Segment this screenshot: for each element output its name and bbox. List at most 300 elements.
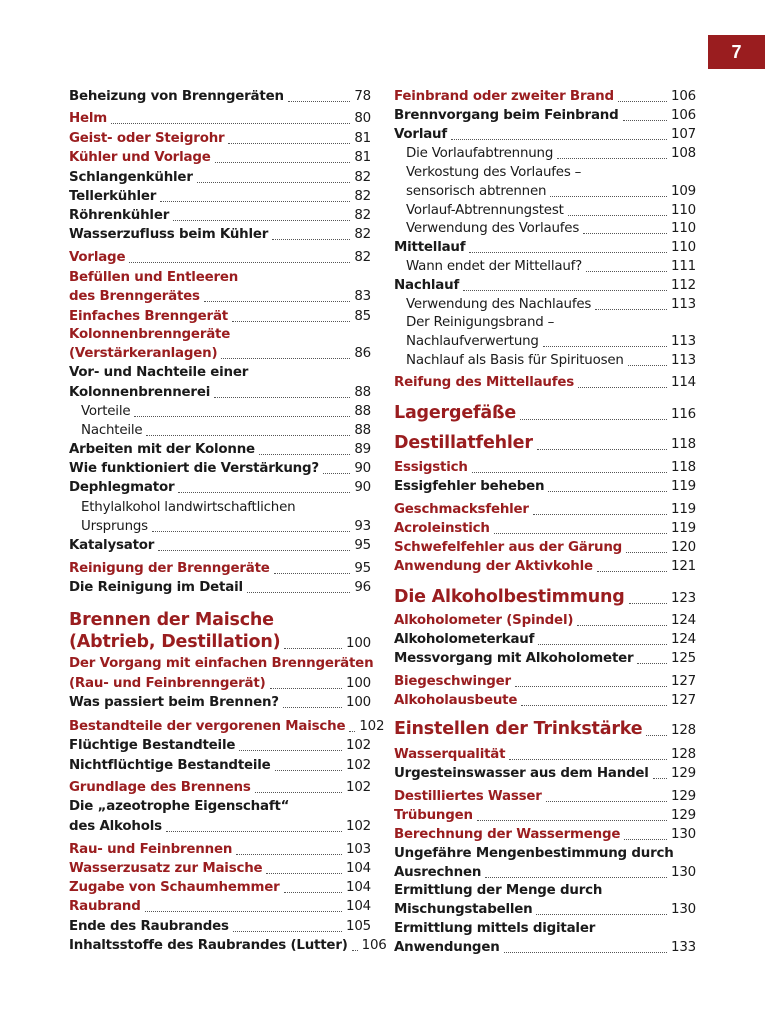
toc-entry-title: Flüchtige Bestandteile <box>69 738 236 753</box>
toc-entry-title: Schwefelfehler aus der Gärung <box>394 540 623 555</box>
toc-entry <box>69 716 385 736</box>
toc-entry-title: Die Reinigung im Detail <box>69 580 243 595</box>
toc-entry-page: 106 <box>361 938 387 953</box>
toc-entry <box>69 516 371 536</box>
toc-entry-page: 103 <box>346 842 371 857</box>
toc-entry-page: 129 <box>671 766 696 781</box>
toc-entry-page: 83 <box>354 289 371 304</box>
toc-entry-title: Brennvorgang beim Feinbrand <box>394 108 619 123</box>
toc-entry <box>69 839 371 859</box>
toc-entry-page: 111 <box>671 259 696 274</box>
toc-entry-page: 82 <box>354 208 371 223</box>
toc-entry <box>394 457 696 477</box>
toc-entry-page: 100 <box>346 676 371 691</box>
dot-leader <box>546 800 667 802</box>
toc-entry-page: 102 <box>346 819 371 834</box>
toc-entry <box>394 312 696 332</box>
dot-leader <box>197 181 351 183</box>
toc-entry-page: 81 <box>354 150 371 165</box>
toc-entry-title: Lagergefäße <box>394 403 517 423</box>
toc-entry <box>69 577 371 597</box>
toc-entry-title: Berechnung der Wassermenge <box>394 827 621 842</box>
dot-leader <box>236 853 342 855</box>
toc-entry <box>69 382 371 402</box>
toc-entry <box>394 256 696 276</box>
toc-entry-page: 82 <box>354 189 371 204</box>
toc-entry-title: Grundlage des Brennens <box>69 780 251 795</box>
toc-entry <box>394 124 696 144</box>
dot-leader <box>266 872 342 874</box>
toc-entry-page: 80 <box>354 111 371 126</box>
toc-entry-page: 88 <box>354 385 371 400</box>
toc-entry-page: 96 <box>354 580 371 595</box>
toc-entry-title: Röhrenkühler <box>69 208 170 223</box>
toc-entry-page: 108 <box>671 146 696 161</box>
toc-entry-page: 127 <box>671 693 696 708</box>
toc-entry <box>69 401 371 421</box>
toc-entry <box>394 556 696 576</box>
dot-leader <box>158 549 350 551</box>
toc-entry-page: 95 <box>354 538 371 553</box>
dot-leader <box>538 643 667 645</box>
toc-entry <box>394 763 696 783</box>
toc-entry-page: 110 <box>671 240 696 255</box>
toc-entry <box>394 648 696 668</box>
dot-leader <box>323 472 350 474</box>
toc-entry <box>69 247 371 267</box>
toc-entry-title: Ursprungs <box>81 519 148 534</box>
toc-entry <box>69 916 371 936</box>
dot-leader <box>628 364 667 366</box>
toc-entry <box>394 143 696 163</box>
toc-entry-title: Ungefähre Mengenbestimmung durch <box>394 846 674 861</box>
toc-entry-page: 89 <box>354 442 371 457</box>
toc-entry-page: 104 <box>346 899 371 914</box>
dot-leader <box>129 261 350 263</box>
dot-leader <box>152 530 350 532</box>
dot-leader <box>521 704 667 706</box>
dot-leader <box>509 758 667 760</box>
toc-entry-title: Vor- und Nachteile einer <box>69 365 249 380</box>
toc-entry <box>394 294 696 314</box>
toc-entry-page: 119 <box>671 521 696 536</box>
toc-entry-title: Wie funktioniert die Verstärkung? <box>69 461 319 476</box>
toc-entry-page: 112 <box>671 278 696 293</box>
toc-entry-title: Verkostung des Vorlaufes – <box>406 165 582 180</box>
dot-leader <box>160 200 350 202</box>
toc-entry <box>69 673 371 693</box>
dot-leader <box>618 100 667 102</box>
toc-entry <box>394 275 696 295</box>
toc-entry-page: 102 <box>346 780 371 795</box>
toc-entry-title: Der Vorgang mit einfachen Brenngeräten <box>69 656 374 671</box>
dot-leader <box>352 949 358 951</box>
toc-entry <box>394 937 696 957</box>
toc-entry-title: Die Alkoholbestimmung <box>394 587 625 607</box>
toc-entry-title: Vorteile <box>81 404 131 419</box>
toc-entry-title: Zugabe von Schaumhemmer <box>69 880 280 895</box>
dot-leader <box>548 490 667 492</box>
dot-leader <box>270 687 343 689</box>
toc-entry <box>69 816 371 836</box>
toc-entry-page: 124 <box>671 632 696 647</box>
toc-entry-title: Geist- oder Steigrohr <box>69 131 225 146</box>
toc-entry-title: Dephlegmator <box>69 480 175 495</box>
toc-entry-page: 123 <box>671 591 696 606</box>
toc-entry-page: 107 <box>671 127 696 142</box>
toc-entry-title: Urgesteinswasser aus dem Handel <box>394 766 649 781</box>
toc-entry-page: 104 <box>346 861 371 876</box>
toc-entry <box>394 690 696 710</box>
toc-entry <box>69 877 371 897</box>
toc-entry-title: Helm <box>69 111 108 126</box>
toc-entry <box>69 777 371 797</box>
toc-entry <box>394 716 696 740</box>
toc-entry-title: Vorlauf <box>394 127 448 142</box>
toc-entry <box>69 629 371 653</box>
toc-entry <box>69 558 371 578</box>
toc-entry <box>394 518 696 538</box>
toc-entry-title: Nachteile <box>81 423 143 438</box>
toc-entry <box>394 476 696 496</box>
toc-entry-title: Kolonnenbrenngeräte <box>69 327 231 342</box>
toc-entry-page: 130 <box>671 902 696 917</box>
toc-entry-title: Brennen der Maische <box>69 610 274 630</box>
toc-entry <box>69 858 371 878</box>
toc-entry <box>394 805 696 825</box>
toc-entry-page: 86 <box>354 346 371 361</box>
dot-leader <box>178 491 350 493</box>
toc-entry-title: Mittellauf <box>394 240 466 255</box>
dot-leader <box>214 396 350 398</box>
dot-leader <box>597 570 667 572</box>
toc-entry-title: des Alkohols <box>69 819 162 834</box>
toc-entry <box>394 899 696 919</box>
toc-entry <box>69 205 371 225</box>
toc-entry <box>394 584 696 608</box>
toc-entry <box>394 629 696 649</box>
toc-entry <box>69 692 371 712</box>
toc-entry-title: Der Reinigungsbrand – <box>406 315 555 330</box>
toc-entry-page: 105 <box>346 919 371 934</box>
dot-leader <box>550 195 667 197</box>
dot-leader <box>349 730 355 732</box>
toc-entry <box>394 162 696 182</box>
toc-entry <box>69 267 371 287</box>
toc-entry <box>69 458 371 478</box>
toc-entry-title: Rau- und Feinbrennen <box>69 842 233 857</box>
toc-entry <box>69 128 371 148</box>
dot-leader <box>173 219 350 221</box>
toc-entry <box>394 610 696 630</box>
dot-leader <box>204 300 351 302</box>
toc-entry-title: Beheizung von Brenngeräten <box>69 89 284 104</box>
dot-leader <box>239 749 342 751</box>
toc-entry-page: 119 <box>671 502 696 517</box>
dot-leader <box>623 119 668 121</box>
dot-leader <box>463 289 667 291</box>
toc-entry-title: (Rau- und Feinbrenngerät) <box>69 676 266 691</box>
toc-entry-page: 121 <box>671 559 696 574</box>
dot-leader <box>283 706 342 708</box>
toc-entry-page: 95 <box>354 561 371 576</box>
toc-entry <box>69 324 371 344</box>
toc-entry <box>394 786 696 806</box>
toc-entry <box>69 306 371 326</box>
dot-leader <box>515 685 667 687</box>
toc-entry-page: 125 <box>671 651 696 666</box>
toc-entry-title: Ermittlung der Menge durch <box>394 883 603 898</box>
toc-entry-page: 113 <box>671 297 696 312</box>
toc-entry-title: Nachlaufverwertung <box>406 334 539 349</box>
toc-entry-title: Verwendung des Nachlaufes <box>406 297 592 312</box>
toc-entry-title: Reinigung der Brenngeräte <box>69 561 270 576</box>
toc-entry-title: Vorlage <box>69 250 126 265</box>
toc-entry-title: Schlangenkühler <box>69 170 193 185</box>
dot-leader <box>557 157 667 159</box>
dot-leader <box>646 734 667 736</box>
toc-entry-page: 120 <box>671 540 696 555</box>
toc-entry <box>69 86 371 106</box>
toc-entry-page: 85 <box>354 309 371 324</box>
toc-entry-page: 118 <box>671 437 696 452</box>
dot-leader <box>247 591 350 593</box>
toc-entry-title: Wasserzusatz zur Maische <box>69 861 263 876</box>
toc-entry-title: Was passiert beim Brennen? <box>69 695 279 710</box>
dot-leader <box>451 138 667 140</box>
toc-entry <box>394 200 696 220</box>
toc-entry-title: Befüllen und Entleeren <box>69 270 239 285</box>
toc-entry-title: Alkoholausbeute <box>394 693 518 708</box>
dot-leader <box>275 769 342 771</box>
toc-entry-page: 90 <box>354 461 371 476</box>
toc-entry <box>394 400 696 424</box>
toc-entry <box>69 935 387 955</box>
dot-leader <box>228 142 350 144</box>
toc-entry-page: 118 <box>671 460 696 475</box>
dot-leader <box>629 602 667 604</box>
toc-entry <box>394 918 696 938</box>
toc-entry-title: Reifung des Mittellaufes <box>394 375 575 390</box>
toc-entry <box>69 439 371 459</box>
toc-entry-page: 110 <box>671 203 696 218</box>
dot-leader <box>255 791 342 793</box>
toc-entry <box>69 755 371 775</box>
toc-entry-title: Kühler und Vorlage <box>69 150 211 165</box>
toc-entry-title: Destillatfehler <box>394 433 533 453</box>
dot-leader <box>221 357 350 359</box>
toc-entry-page: 82 <box>354 170 371 185</box>
dot-leader <box>537 448 667 450</box>
toc-entry <box>69 607 371 631</box>
dot-leader <box>568 214 667 216</box>
toc-entry-page: 82 <box>354 250 371 265</box>
toc-entry-title: Feinbrand oder zweiter Brand <box>394 89 614 104</box>
toc-entry <box>69 653 374 673</box>
dot-leader <box>583 232 667 234</box>
toc-entry <box>394 843 696 863</box>
dot-leader <box>533 513 667 515</box>
dot-leader <box>274 572 351 574</box>
toc-entry-title: Verwendung des Vorlaufes <box>406 221 580 236</box>
toc-entry-page: 100 <box>346 695 371 710</box>
dot-leader <box>543 345 667 347</box>
toc-entry-title: Raubrand <box>69 899 141 914</box>
toc-entry-title: Inhaltsstoffe des Raubrandes (Lutter) <box>69 938 348 953</box>
dot-leader <box>485 876 667 878</box>
dot-leader <box>595 308 667 310</box>
toc-entry-title: sensorisch abtrennen <box>406 184 547 199</box>
dot-leader <box>578 386 667 388</box>
toc-entry <box>69 477 371 497</box>
toc-entry-page: 104 <box>346 880 371 895</box>
toc-entry <box>69 286 371 306</box>
toc-entry-page: 127 <box>671 674 696 689</box>
toc-entry <box>69 896 371 916</box>
toc-entry <box>69 735 371 755</box>
toc-entry-page: 82 <box>354 227 371 242</box>
toc-entry <box>69 167 371 187</box>
dot-leader <box>134 415 350 417</box>
toc-entry-page: 90 <box>354 480 371 495</box>
toc-entry-title: Trübungen <box>394 808 473 823</box>
toc-entry <box>394 744 696 764</box>
toc-entry-title: Nachlauf <box>394 278 460 293</box>
toc-entry-title: Mischungstabellen <box>394 902 533 917</box>
toc-entry-title: Die Vorlaufabtrennung <box>406 146 554 161</box>
toc-entry-title: Anwendungen <box>394 940 500 955</box>
dot-leader <box>626 551 667 553</box>
toc-entry-page: 114 <box>671 375 696 390</box>
toc-entry <box>394 218 696 238</box>
toc-entry-title: Die „azeotrophe Eigenschaft“ <box>69 799 290 814</box>
toc-entry <box>394 862 696 882</box>
toc-entry-title: Ende des Raubrandes <box>69 919 229 934</box>
toc-entry-page: 116 <box>671 407 696 422</box>
toc-entry <box>69 343 371 363</box>
toc-entry <box>69 147 371 167</box>
dot-leader <box>477 819 667 821</box>
dot-leader <box>536 913 667 915</box>
toc-entry-page: 102 <box>359 719 385 734</box>
toc-entry <box>394 671 696 691</box>
dot-leader <box>259 453 350 455</box>
toc-entry-page: 110 <box>671 221 696 236</box>
toc-entry-page: 119 <box>671 479 696 494</box>
toc-entry-page: 124 <box>671 613 696 628</box>
toc-entry <box>394 430 696 454</box>
dot-leader <box>494 532 667 534</box>
toc-entry-title: Arbeiten mit der Kolonne <box>69 442 255 457</box>
dot-leader <box>111 122 350 124</box>
toc-entry-page: 78 <box>354 89 371 104</box>
dot-leader <box>284 891 342 893</box>
toc-entry-title: Nachlauf als Basis für Spirituosen <box>406 353 624 368</box>
toc-entry-title: Wasserqualität <box>394 747 506 762</box>
toc-entry-page: 106 <box>671 89 696 104</box>
dot-leader <box>504 951 667 953</box>
dot-leader <box>146 434 350 436</box>
toc-entry <box>394 824 696 844</box>
toc-entry-title: Bestandteile der vergorenen Maische <box>69 719 346 734</box>
toc-entry-title: Nichtflüchtige Bestandteile <box>69 758 271 773</box>
toc-entry-title: Ethylalkohol landwirtschaftlichen <box>81 500 296 515</box>
toc-entry-title: Wasserzufluss beim Kühler <box>69 227 269 242</box>
toc-entry-page: 113 <box>671 353 696 368</box>
toc-entry-page: 102 <box>346 738 371 753</box>
dot-leader <box>637 662 667 664</box>
dot-leader <box>520 418 667 420</box>
dot-leader <box>469 251 667 253</box>
toc-entry-title: Alkoholometerkauf <box>394 632 535 647</box>
toc-entry <box>394 237 696 257</box>
toc-entry <box>394 537 696 557</box>
toc-entry <box>394 880 696 900</box>
toc-entry <box>69 108 371 128</box>
toc-entry <box>394 499 696 519</box>
toc-entry-title: Messvorgang mit Alkoholometer <box>394 651 634 666</box>
dot-leader <box>624 838 667 840</box>
page-number-badge: 7 <box>708 35 765 69</box>
toc-entry-title: (Abtrieb, Destillation) <box>69 632 281 652</box>
toc-entry <box>394 372 696 392</box>
toc-entry-title: Anwendung der Aktivkohle <box>394 559 593 574</box>
toc-entry <box>394 105 696 125</box>
toc-entry-title: Ermittlung mittels digitaler <box>394 921 596 936</box>
toc-entry-page: 130 <box>671 827 696 842</box>
toc-entry-page: 100 <box>346 636 371 651</box>
toc-entry-page: 130 <box>671 865 696 880</box>
toc-entry <box>394 181 696 201</box>
toc-entry <box>69 362 371 382</box>
toc-entry-title: Tellerkühler <box>69 189 157 204</box>
toc-entry-page: 106 <box>671 108 696 123</box>
toc-entry <box>394 350 696 370</box>
toc-entry-page: 81 <box>354 131 371 146</box>
dot-leader <box>272 238 350 240</box>
toc-entry-page: 109 <box>671 184 696 199</box>
dot-leader <box>288 100 351 102</box>
toc-entry-title: Vorlauf-Abtrennungstest <box>406 203 564 218</box>
toc-entry-title: Alkoholometer (Spindel) <box>394 613 574 628</box>
toc-entry <box>69 535 371 555</box>
dot-leader <box>653 777 667 779</box>
toc-entry-page: 129 <box>671 789 696 804</box>
toc-entry-title: (Verstärkeranlagen) <box>69 346 218 361</box>
toc-entry <box>69 224 371 244</box>
dot-leader <box>215 161 351 163</box>
toc-entry-title: Essigstich <box>394 460 468 475</box>
toc-entry <box>69 497 371 517</box>
toc-entry <box>69 420 371 440</box>
toc-entry-title: Einfaches Brenngerät <box>69 309 228 324</box>
toc-entry-title: Kolonnenbrennerei <box>69 385 211 400</box>
toc-entry-page: 128 <box>671 747 696 762</box>
toc-entry-title: des Brenngerätes <box>69 289 200 304</box>
toc-entry-title: Wann endet der Mittellauf? <box>406 259 583 274</box>
toc-entry-title: Acroleinstich <box>394 521 490 536</box>
toc-entry-title: Geschmacksfehler <box>394 502 529 517</box>
dot-leader <box>577 624 667 626</box>
dot-leader <box>232 320 350 322</box>
toc-entry-page: 113 <box>671 334 696 349</box>
toc-entry-page: 128 <box>671 723 696 738</box>
toc-entry-title: Katalysator <box>69 538 155 553</box>
toc-entry-title: Essigfehler beheben <box>394 479 545 494</box>
toc-entry <box>69 796 371 816</box>
dot-leader <box>166 830 342 832</box>
toc-entry-title: Destilliertes Wasser <box>394 789 542 804</box>
